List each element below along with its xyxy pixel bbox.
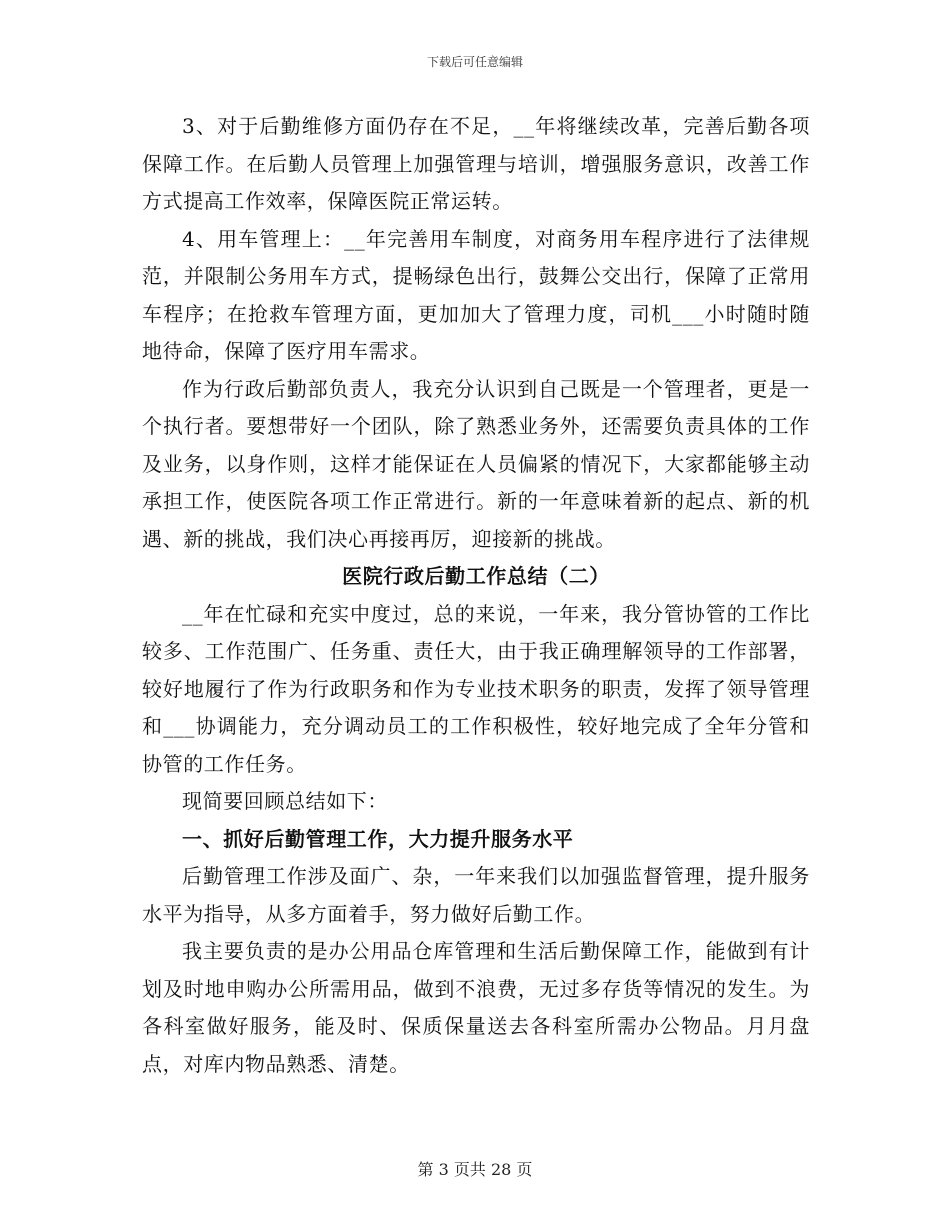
paragraph-year-summary: __年在忙碌和充实中度过，总的来说，一年来，我分管协管的工作比较多、工作范围广、任务重、责任大，由于我正确理解领导的工作部署，较好地履行了作为行政职务和作为专业技术职务的职责，发挥了领导管理和___协调能力，充分调动员工的工作积极性，较好地完成了全年分管和协管的工作任务。 [142,601,810,776]
page-footer: 第 3 页共 28 页 [417,1160,533,1179]
paragraph-vehicle: 4、用车管理上：__年完善用车制度，对商务用车程序进行了法律规范，并限制公务用车方式，提畅绿色出行，鼓舞公交出行，保障了正常用车程序；在抢救车管理方面，更加加大了管理力度，司机___小时随时随地待命，保障了医疗用车需求。 [142,226,810,363]
page-header: 下载后可任意编辑 [426,55,523,69]
paragraph-repair: 3、对于后勤维修方面仍存在不足，__年将继续改革，完善后勤各项保障工作。在后勤人员管理上加强管理与培训，增强服务意识，改善工作方式提高工作效率，保障医院正常运转。 [142,114,810,213]
paragraph-intro: 现简要回顾总结如下： [182,789,388,813]
heading-logistics: 一、抓好后勤管理工作，大力提升服务水平 [182,826,574,851]
paragraph-logistics: 后勤管理工作涉及面广、杂，一年来我们以加强监督管理，提升服务水平为指导，从多方面着手，努力做好后勤工作。 [142,864,810,926]
paragraph-office-supplies: 我主要负责的是办公用品仓库管理和生活后勤保障工作，能做到有计划及时地申购办公所需用品，做到不浪费，无过多存货等情况的发生。为各科室做好服务，能及时、保质保量送去各科室所需办公物品。月月盘点，对库内物品熟悉、清楚。 [142,939,810,1076]
document-body [142,108,810,1083]
paragraph-responsibility: 作为行政后勤部负责人，我充分认识到自己既是一个管理者，更是一个执行者。要想带好一个团队，除了熟悉业务外，还需要负责具体的工作及业务，以身作则，这样才能保证在人员偏紧的情况下，大家都能够主动承担工作，使医院各项工作正常进行。新的一年意味着新的起点、新的机遇、新的挑战，我们决心再接再厉，迎接新的挑战。 [142,376,810,551]
section-title: 医院行政后勤工作总结（二） [342,564,610,588]
